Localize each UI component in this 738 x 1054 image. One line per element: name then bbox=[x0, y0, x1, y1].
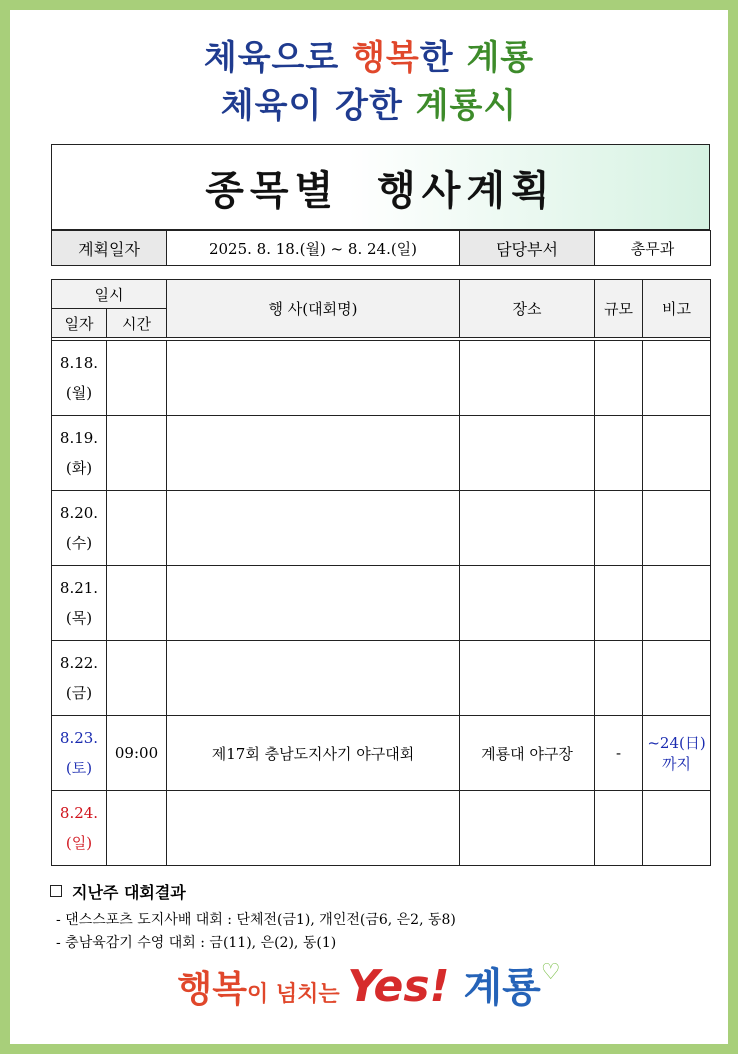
scale-cell: - bbox=[595, 716, 643, 791]
slogan-line-2-part: 체육이 강한 bbox=[220, 86, 416, 126]
time-cell bbox=[107, 641, 167, 716]
time-cell bbox=[107, 791, 167, 866]
date-cell bbox=[52, 566, 107, 641]
date-text: 8.22. bbox=[59, 654, 99, 672]
slogan-line-2-part: 계룡시 bbox=[415, 86, 518, 126]
note-cell bbox=[643, 416, 711, 491]
footer-logo-part: Yes! bbox=[347, 961, 450, 1012]
table-row bbox=[52, 341, 711, 416]
date-cell bbox=[52, 791, 107, 866]
place-cell bbox=[460, 341, 595, 416]
table-row bbox=[52, 716, 711, 791]
dept-label: 담당부서 bbox=[460, 231, 595, 266]
table-row bbox=[52, 791, 711, 866]
result-line: - 댄스스포츠 도지사배 대회 : 단체전(금1), 개인전(금6, 은2, 동8) bbox=[56, 912, 456, 928]
date-text: 8.20. bbox=[59, 504, 99, 522]
weekday-text: (수) bbox=[65, 534, 93, 552]
slogan-line-1 bbox=[0, 30, 738, 79]
last-week-results bbox=[50, 880, 690, 955]
header-date: 일자 bbox=[52, 309, 107, 338]
heart-icon: ♡ bbox=[540, 960, 561, 985]
place-cell bbox=[460, 791, 595, 866]
time-cell: 09:00 bbox=[107, 716, 167, 791]
plan-info-table bbox=[51, 230, 711, 266]
slogan-line-1-part: 한 bbox=[419, 38, 467, 78]
period-value: 2025. 8. 18.(월) ~ 8. 24.(일) bbox=[167, 231, 460, 266]
note-cell: ~24(日)까지 bbox=[643, 716, 711, 791]
date-text: 8.19. bbox=[59, 429, 99, 447]
header-datetime: 일시 bbox=[52, 280, 167, 309]
period-label: 계획일자 bbox=[52, 231, 167, 266]
place-cell bbox=[460, 491, 595, 566]
page-title: 종목별 행사계획 bbox=[205, 167, 556, 214]
results-heading: 지난주 대회결과 bbox=[50, 880, 690, 903]
place-cell bbox=[460, 566, 595, 641]
table-row bbox=[52, 416, 711, 491]
date-cell bbox=[52, 491, 107, 566]
slogan-line-1-part: 행복 bbox=[352, 38, 420, 78]
scale-cell bbox=[595, 416, 643, 491]
dept-value: 총무과 bbox=[595, 231, 711, 266]
slogan-line-1-part: 체육으로 bbox=[203, 38, 353, 78]
event-cell bbox=[167, 791, 460, 866]
header-note: 비고 bbox=[643, 280, 711, 338]
header-event: 행 사(대회명) bbox=[167, 280, 460, 338]
scale-cell bbox=[595, 791, 643, 866]
date-text: 8.23. bbox=[59, 729, 99, 747]
slogan-line-2 bbox=[0, 78, 738, 127]
event-cell: 제17회 충남도지사기 야구대회 bbox=[167, 716, 460, 791]
date-text: 8.18. bbox=[59, 354, 99, 372]
place-cell: 계룡대 야구장 bbox=[460, 716, 595, 791]
result-line: - 충남육감기 수영 대회 : 금(11), 은(2), 동(1) bbox=[56, 935, 337, 951]
weekday-text: (금) bbox=[65, 684, 93, 702]
event-cell bbox=[167, 566, 460, 641]
weekday-text: (토) bbox=[65, 759, 93, 777]
footer-logo-part: 이 넘치는 bbox=[246, 982, 348, 1007]
time-cell bbox=[107, 416, 167, 491]
time-cell bbox=[107, 566, 167, 641]
table-row bbox=[52, 566, 711, 641]
place-cell bbox=[460, 641, 595, 716]
note-cell bbox=[643, 641, 711, 716]
note-cell bbox=[643, 341, 711, 416]
date-cell bbox=[52, 341, 107, 416]
time-cell bbox=[107, 341, 167, 416]
header-time: 시간 bbox=[107, 309, 167, 338]
date-cell bbox=[52, 416, 107, 491]
weekday-text: (화) bbox=[65, 459, 93, 477]
scale-cell bbox=[595, 641, 643, 716]
header-scale: 규모 bbox=[595, 280, 643, 338]
note-cell bbox=[643, 791, 711, 866]
place-cell bbox=[460, 416, 595, 491]
footer-logo-part: 계룡 bbox=[449, 965, 541, 1011]
date-cell bbox=[52, 716, 107, 791]
checkbox-square-icon bbox=[50, 885, 62, 897]
event-cell bbox=[167, 641, 460, 716]
table-row bbox=[52, 641, 711, 716]
footer-logo-part: 행복 bbox=[177, 969, 247, 1010]
slogan-line-1-part: 계룡 bbox=[466, 38, 535, 78]
schedule-table bbox=[51, 279, 711, 866]
event-cell bbox=[167, 491, 460, 566]
weekday-text: (월) bbox=[65, 384, 93, 402]
note-cell bbox=[643, 566, 711, 641]
scale-cell bbox=[595, 341, 643, 416]
scale-cell bbox=[595, 566, 643, 641]
table-row bbox=[52, 491, 711, 566]
header-place: 장소 bbox=[460, 280, 595, 338]
note-cell bbox=[643, 491, 711, 566]
date-text: 8.21. bbox=[59, 579, 99, 597]
event-cell bbox=[167, 341, 460, 416]
footer-logo bbox=[0, 956, 738, 1013]
event-cell bbox=[167, 416, 460, 491]
scale-cell bbox=[595, 491, 643, 566]
time-cell bbox=[107, 491, 167, 566]
title-banner bbox=[51, 144, 710, 230]
date-cell bbox=[52, 641, 107, 716]
date-text: 8.24. bbox=[59, 804, 99, 822]
weekday-text: (일) bbox=[65, 834, 93, 852]
weekday-text: (목) bbox=[65, 609, 93, 627]
